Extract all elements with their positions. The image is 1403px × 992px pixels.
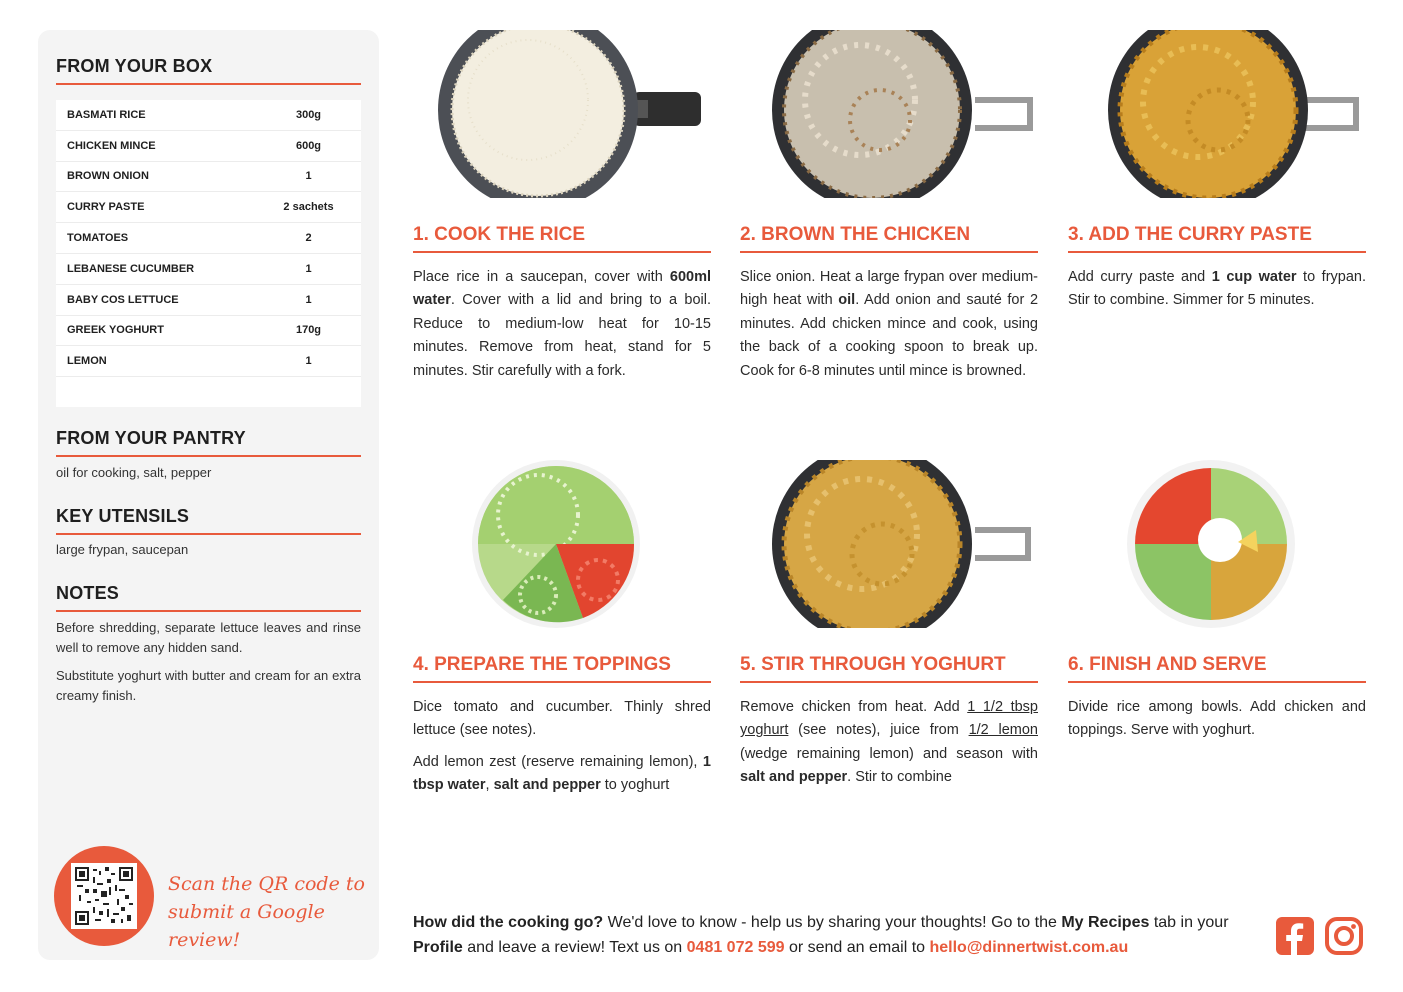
ingredient-row xyxy=(56,346,361,377)
ingredient-row xyxy=(56,131,361,162)
note-1: Before shredding, separate lettuce leaves and rinse well to remove any hidden sand. xyxy=(56,620,361,655)
step-paragraph xyxy=(413,266,711,383)
step-6-title: 6. FINISH AND SERVE xyxy=(1068,654,1366,683)
step-paragraph xyxy=(1068,696,1366,743)
step-text-segment: 1 tbsp water xyxy=(413,753,711,794)
step-1-body xyxy=(413,266,711,391)
instagram-icon[interactable] xyxy=(1325,917,1363,955)
step-paragraph xyxy=(740,696,1038,790)
ingredient-quantity: 2 xyxy=(305,232,312,245)
ingredients-table xyxy=(56,100,361,407)
step-text-segment: Remove chicken from heat. Add xyxy=(740,699,968,715)
ingredient-name: GREEK YOGHURT xyxy=(67,324,164,337)
step-text-segment: (wedge remaining lemon) and season with xyxy=(740,745,1038,762)
step-3-image xyxy=(1068,30,1366,198)
step-text-segment: Add lemon zest (reserve remaining lemon), xyxy=(413,753,703,770)
step-5-image xyxy=(740,460,1038,628)
ingredient-quantity: 300g xyxy=(295,108,322,121)
step-6-body xyxy=(1068,696,1366,751)
ingredients-sidebar xyxy=(38,30,379,960)
footer-text-segment: hello@dinnertwist.com.au xyxy=(929,939,1129,956)
footer-text-segment: 0481 072 599 xyxy=(686,939,785,956)
step-text-segment: 600ml water xyxy=(413,269,711,309)
step-4-title: 4. PREPARE THE TOPPINGS xyxy=(413,654,711,683)
step-text-segment: (see notes), juice from xyxy=(788,722,969,739)
step-text-segment: Divide rice among bowls. Add chicken and toppings. Serve with yoghurt. xyxy=(1068,699,1366,739)
ingredient-name: LEBANESE CUCUMBER xyxy=(67,262,195,275)
step-text-segment: oil xyxy=(838,292,856,309)
ingredient-quantity: 2 sachets xyxy=(283,201,334,214)
footer-text-segment: tab in your xyxy=(1149,914,1229,931)
notes-list xyxy=(56,618,361,714)
ingredient-quantity: 170g xyxy=(295,324,322,337)
ingredient-quantity: 1 xyxy=(305,262,312,275)
ingredient-quantity: 1 xyxy=(305,170,312,183)
ingredient-quantity: 1 xyxy=(305,355,312,368)
footer-text-segment: Profile xyxy=(413,939,463,956)
step-text-segment: . Stir to combine xyxy=(847,769,952,786)
footer-text-segment: How did the cooking go? xyxy=(413,914,604,931)
ingredient-name: TOMATOES xyxy=(67,232,129,245)
step-text-segment: Add curry paste and xyxy=(1068,269,1212,285)
pantry-text: oil for cooking, salt, pepper xyxy=(56,465,212,480)
step-2-image xyxy=(740,30,1038,198)
ingredient-name: CHICKEN MINCE xyxy=(67,139,156,152)
ingredient-row xyxy=(56,162,361,193)
qr-caption xyxy=(168,870,368,954)
step-5-title: 5. STIR THROUGH YOGHURT xyxy=(740,654,1038,683)
step-1-image xyxy=(413,30,711,198)
step-paragraph xyxy=(740,266,1038,383)
step-text-segment: . Cover with a lid and bring to a boil. Reduce to medium-low heat for 10-15 minutes. Remove from heat, stand for 5 minutes. Stir carefully with a fork. xyxy=(413,292,711,379)
qr-caption-line-2: submit a Google review! xyxy=(168,901,325,951)
footer-text-segment: or send an email to xyxy=(784,939,930,956)
ingredient-row xyxy=(56,316,361,347)
step-5-body xyxy=(740,696,1038,798)
step-4-body xyxy=(413,696,711,806)
ingredient-name: BASMATI RICE xyxy=(67,108,146,121)
qr-code-icon[interactable] xyxy=(71,863,137,929)
step-text-segment: to frypan. Stir to combine. Simmer for 5 minutes. xyxy=(1068,269,1366,309)
ingredient-row xyxy=(56,100,361,131)
step-3-body xyxy=(1068,266,1366,321)
utensils-text: large frypan, saucepan xyxy=(56,542,189,557)
step-text-segment: Slice onion. Heat a large frypan over medium-high heat with xyxy=(740,269,1038,309)
step-2-body xyxy=(740,266,1038,391)
step-text-segment: , xyxy=(485,777,494,794)
step-text-segment: 1 cup water xyxy=(1211,269,1297,285)
step-text-segment: Place rice in a saucepan, cover with xyxy=(413,269,670,285)
step-text-segment: 1 1/2 tbsp yoghurt xyxy=(740,699,1038,739)
step-text-segment: . Add onion and sauté for 2 minutes. Add chicken mince and cook, using the back of a cooking spoon to break up. Cook for 6-8 minutes until mince is browned. xyxy=(740,292,1039,379)
footer-text-segment: We'd love to know - help us by sharing your thoughts! Go to the xyxy=(603,914,1062,931)
ingredient-name: BROWN ONION xyxy=(67,170,149,183)
from-your-pantry-title: FROM YOUR PANTRY xyxy=(56,428,361,457)
ingredient-quantity: 1 xyxy=(305,293,312,306)
qr-caption-line-1: Scan the QR code to xyxy=(168,873,365,895)
ingredient-name: LEMON xyxy=(67,355,107,368)
ingredient-row xyxy=(56,223,361,254)
feedback-footer xyxy=(413,910,1258,960)
step-4-image xyxy=(413,460,711,628)
ingredient-row xyxy=(56,254,361,285)
footer-text-segment: My Recipes xyxy=(1061,914,1150,931)
step-paragraph xyxy=(413,696,711,743)
step-6-image xyxy=(1068,460,1366,628)
qr-code-graphic xyxy=(75,867,133,925)
step-text-segment: salt and pepper xyxy=(493,777,601,794)
ingredient-row xyxy=(56,285,361,316)
ingredient-quantity: 600g xyxy=(295,139,322,152)
step-text-segment: salt and pepper xyxy=(740,769,848,786)
from-your-box-title: FROM YOUR BOX xyxy=(56,56,361,85)
step-3-title: 3. ADD THE CURRY PASTE xyxy=(1068,224,1366,253)
step-1-title: 1. COOK THE RICE xyxy=(413,224,711,253)
facebook-icon[interactable] xyxy=(1276,917,1314,955)
notes-title: NOTES xyxy=(56,583,361,612)
ingredient-row xyxy=(56,192,361,223)
step-text-segment: Dice tomato and cucumber. Thinly shred lettuce (see notes). xyxy=(413,699,711,739)
qr-code-badge[interactable] xyxy=(54,846,154,946)
step-paragraph xyxy=(1068,266,1366,313)
note-2: Substitute yoghurt with butter and cream for an extra creamy finish. xyxy=(56,668,361,703)
step-2-title: 2. BROWN THE CHICKEN xyxy=(740,224,1038,253)
footer-text-segment: and leave a review! Text us on xyxy=(462,939,687,956)
step-paragraph xyxy=(413,751,711,798)
key-utensils-title: KEY UTENSILS xyxy=(56,506,361,535)
step-text-segment: to yoghurt xyxy=(600,777,670,794)
ingredient-name: CURRY PASTE xyxy=(67,201,145,214)
step-text-segment: 1/2 lemon xyxy=(968,722,1038,739)
ingredient-name: BABY COS LETTUCE xyxy=(67,293,179,306)
